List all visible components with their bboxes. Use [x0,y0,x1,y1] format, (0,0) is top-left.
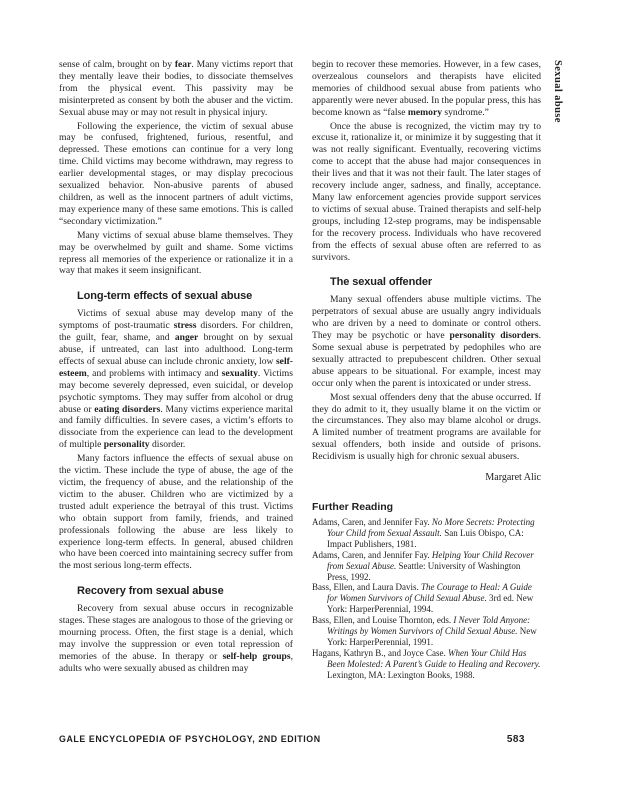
body-paragraph [312,294,541,389]
bold-term: stress [173,320,197,332]
bold-term: personality [103,439,150,451]
reference-entry [312,582,541,615]
bold-term: self-help groups [222,650,291,662]
text-run: brought on by sexual abuse, if untreated, can last into adulthood. Long-term effects of sexual abuse can include chronic anxiety, low [59,332,293,367]
text-run: Seattle: University of Washington Press, 1992. [327,560,521,582]
italic-title: No More Secrets: Protecting Your Child from Sexual Assault. [327,517,535,538]
page-number: 583 [506,734,525,745]
text-run: . Victims may become severely depressed, even suicidal, or develop psychotic symptoms. They may suffer from alcohol or drug abuse or [59,367,293,415]
italic-title: The Courage to Heal: A Guide for Women Survivors of Child Sexual Abuse. [327,582,532,604]
text-run: Most sexual offenders deny that the abuse occurred. If they do admit to it, they usually blame it on the victim or the circumstances. They also may blame alcohol or drugs. A limited number of treatment programs are available for sexual offenders, both inside and outside of prisons. Recidivism is usually high for chronic sexual abusers. [312,391,541,463]
text-run: syndrome.” [442,106,489,118]
bold-term: personality disorders [449,330,539,342]
body-paragraph [312,121,541,264]
section-heading: The sexual offender [330,276,433,289]
italic-title: I Never Told Anyone: Writings by Women Survivors of Child Sexual Abuse. [327,615,531,637]
text-run: Many victims of sexual abuse blame themselves. They may be overwhelmed by guilt and shame. Some victims repress all memories of the experience or rationalize it in a way that makes it seem insignificant. [59,229,293,277]
body-paragraph [59,59,293,119]
text-run: Adams, Caren, and Jennifer Fay. [312,517,432,527]
text-run: Lexington, MA: Lexington Books, 1988. [327,669,475,680]
text-run: , and problems with intimacy and [86,367,222,379]
bold-term: anger [174,332,199,344]
body-paragraph [312,59,541,119]
further-reading-heading: Further Reading [312,501,394,513]
reference-entry [312,648,541,681]
text-run: 3rd ed. New York: HarperPerennial, 1994. [327,593,534,615]
text-run: . Many victims experience marital and family difficulties. In severe cases, a victim’s efforts to dissociate from the experience can lead to the development of multiple [59,403,293,451]
body-paragraph [312,392,541,463]
text-run: disorder. [149,439,186,451]
bold-term: sexuality [221,367,258,379]
author-byline: Margaret Alic [485,472,541,484]
bold-term: fear [174,59,192,70]
text-run: Bass, Ellen, and Laura Davis. [312,582,421,593]
text-run: . Many victims report that they mentally leave their bodies, to dissociate themselves from the physical event. This passivity may be misinterpreted as consent by both the abuser and the victim. Sexual abuse may or may not result in physical injury. [59,59,293,118]
text-run: Victims of sexual abuse may develop many of the symptoms of post-traumatic [59,308,293,332]
text-run: Bass, Ellen, and Louise Thornton, eds. [312,615,454,626]
book-title: GALE ENCYCLOPEDIA OF PSYCHOLOGY, 2ND EDITION [59,734,321,744]
reference-entry [312,615,541,648]
running-footer [59,734,525,745]
right-text-column [312,59,541,681]
reference-entry [312,550,541,583]
text-run: , adults who were sexually abused as children may [59,650,294,674]
text-run: Hagans, Kathryn B., and Joyce Case. [312,647,448,658]
reference-entry [312,517,541,550]
italic-title: Helping Your Child Recover from Sexual Abuse. [327,549,534,571]
page-edge-index-tab: Sexual abuse [552,60,563,123]
body-paragraph [59,453,293,572]
text-run: Adams, Caren, and Jennifer Fay. [312,549,432,560]
text-run: New York: HarperPerennial, 1991. [327,626,537,647]
body-paragraph [59,230,293,278]
left-text-column [59,59,293,677]
body-paragraph [59,603,293,674]
text-run: begin to recover these memories. However, in a few cases, overzealous counselors and therapists have elicited memories of childhood sexual abuse from patients who apparently were never abused. In the popular press, this has become known as “false [312,59,541,118]
body-paragraph [59,121,293,228]
text-run: . Some sexual abuse is perpetrated by pedophiles who are sexually attracted to prepubescent children. Other sexual abuse appears to be situational. For example, incest may occur only when the parent is intoxicated or under stress. [312,330,541,389]
bold-term: memory [407,106,442,118]
text-run: disorders. For children, the guilt, fear, shame, and [59,320,293,344]
text-run: Many sexual offenders abuse multiple victims. The perpetrators of sexual abuse are usually angry individuals who are driven by a need to dominate or control others. They may be psychotic or have [312,294,541,342]
text-run: Once the abuse is recognized, the victim may try to excuse it, rationalize it, or minimize it by suggesting that it was not really significant. Eventually, recovering victims come to accept that the abuse had major consequences in their lives and that it was not their fault. The later stages of recovery include anger, sadness, and finally, acceptance. Many law enforcement agencies provide support services to victims of sexual abuse. Trained therapists and self-help groups, including 12-step programs, may be indispensable for the recovery process. Individuals who have recovered from the effects of sexual abuse often are referred to as survivors. [312,120,541,263]
italic-title: When Your Child Has Been Molested: A Parent’s Guide to Healing and Recovery. [327,647,541,669]
bold-term: eating disorders [94,403,161,415]
text-run: Recovery from sexual abuse occurs in recognizable stages. These stages are analogous to those of the grieving or mourning process. Often, the first stage is a denial, which may involve the suppression or even total repression of memories of the abuse. In therapy or [59,603,294,662]
body-paragraph [59,308,293,451]
text-run: Following the experience, the victim of sexual abuse may be confused, frightened, furious, resentful, and depressed. These emotions can continue for a very long time. Child victims may become withdrawn, may regress to earlier developmental stages, or may display precocious sexualized behavior. Non-abusive parents of abused children, as well as the innocent partners of adult victims, may experience many of these same emotions. This is called “secondary victimization.” [59,120,293,227]
text-run: San Luis Obispo, CA: Impact Publishers, 1981. [327,527,524,549]
text-run: Many factors influence the effects of sexual abuse on the victim. These include the type of abuse, the age of the victim, the frequency of abuse, and the relationship of the victim to the abuser. Children who are victimized by a trusted adult experience the betrayal of this trust. Victims who obtain support from family, friends, and trained professionals following the abuse are less likely to experience long-term effects. In general, abused children who have been coerced into maintaining secrecy suffer from the most serious long-term effects. [59,453,293,572]
bold-term: self-esteem [59,355,293,379]
text-run: sense of calm, brought on by [59,59,175,70]
section-heading: Recovery from sexual abuse [77,585,224,598]
section-heading: Long-term effects of sexual abuse [77,290,253,303]
